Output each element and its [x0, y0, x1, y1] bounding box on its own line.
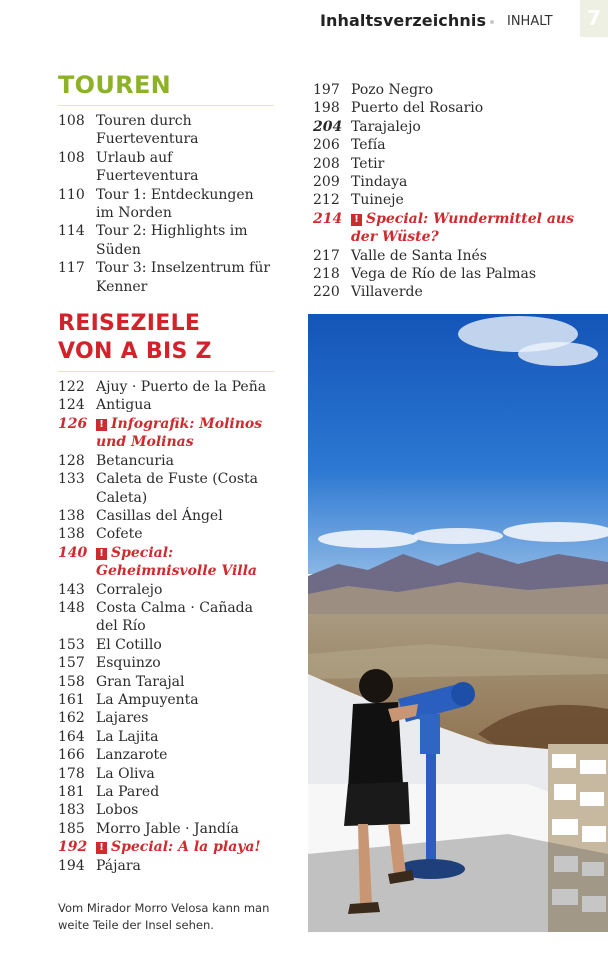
toc-entry-label: Tour 2: Highlights im Süden	[96, 223, 248, 258]
mirador-photo	[308, 314, 608, 932]
page-title: Inhaltsverzeichnis	[320, 11, 487, 30]
toc-page-number: 148	[58, 599, 85, 616]
toc-entry-label	[96, 544, 274, 581]
toc-entry[interactable]	[58, 599, 274, 636]
toc-entry[interactable]	[58, 765, 274, 783]
toc-entry-label: Antigua	[96, 397, 152, 414]
toc-entry[interactable]	[313, 99, 603, 117]
heading-rule	[58, 371, 274, 372]
toc-page-number: 133	[58, 471, 85, 488]
toc-entry[interactable]	[313, 265, 603, 283]
toc-page-number: 114	[58, 223, 85, 240]
toc-page-number: 198	[313, 100, 340, 117]
toc-entry[interactable]	[313, 210, 603, 247]
toc-page-number: 126	[58, 415, 88, 432]
right-column	[313, 81, 603, 302]
photo-caption: Vom Mirador Morro Velosa kann man weite Teile der Insel sehen.	[58, 901, 270, 932]
toc-page-number: 185	[58, 820, 85, 837]
toc-page-number: 217	[313, 247, 340, 264]
toc-page-number: 183	[58, 802, 85, 819]
toc-entry-label: La Ampuyenta	[96, 691, 199, 708]
toc-entry-text: Special: A la playa!	[111, 839, 261, 856]
special-marker-icon: !	[96, 842, 107, 854]
separator-dot	[490, 20, 494, 24]
toc-entry[interactable]	[58, 452, 274, 470]
toc-entry-label: La Lajita	[96, 728, 159, 745]
toc-page-number: 117	[58, 260, 85, 277]
toc-entry-label: Tour 3: Inselzentrum für Kenner	[96, 260, 271, 295]
toc-page-number: 192	[58, 839, 88, 856]
toc-page-number: 153	[58, 636, 85, 653]
toc-entry-text: Infografik: Molinos und Molinas	[96, 415, 263, 451]
toc-entry[interactable]	[58, 857, 274, 875]
reiseziele-list	[58, 378, 274, 875]
toc-entry-label: Tefía	[351, 137, 386, 154]
touren-list	[58, 112, 274, 296]
toc-entry-label: Tarajalejo	[351, 118, 421, 135]
touren-heading: TOUREN	[58, 71, 172, 99]
toc-entry[interactable]	[58, 186, 274, 223]
toc-page-number: 122	[58, 379, 85, 396]
toc-entry-label: Ajuy · Puerto de la Peña	[96, 379, 267, 396]
toc-entry-label: Corralejo	[96, 581, 163, 598]
toc-page-number: 164	[58, 728, 85, 745]
reiseziele-section	[58, 310, 274, 875]
toc-entry-label: Lanzarote	[96, 747, 168, 764]
toc-page-number: 212	[313, 192, 340, 209]
toc-page-number: 178	[58, 765, 85, 782]
special-marker-icon: !	[96, 548, 107, 560]
toc-page-number: 204	[313, 118, 343, 135]
toc-page-number: 214	[313, 210, 343, 227]
toc-entry-label: La Pared	[96, 784, 160, 800]
toc-entry[interactable]	[58, 415, 274, 452]
toc-entry[interactable]	[58, 654, 274, 672]
toc-entry-label	[96, 415, 274, 452]
toc-entry-text: Special: Geheimnisvolle Villa	[96, 544, 257, 580]
toc-entry-label	[351, 210, 603, 247]
toc-entry-label: Lajares	[96, 710, 149, 727]
toc-entry[interactable]	[58, 149, 274, 186]
toc-entry[interactable]	[58, 396, 274, 414]
toc-entry-label: La Oliva	[96, 765, 155, 782]
toc-page-number: 157	[58, 655, 85, 672]
toc-page-number: 124	[58, 397, 85, 414]
toc-entry[interactable]	[313, 191, 603, 209]
page-number: 7	[580, 0, 608, 37]
toc-entry[interactable]	[313, 136, 603, 154]
toc-entry-label: Morro Jable · Jandía	[96, 820, 239, 837]
toc-page-number: 110	[58, 186, 85, 203]
toc-entry[interactable]	[58, 222, 274, 259]
toc-entry-label: Cofete	[96, 526, 143, 543]
section-label: INHALT	[507, 14, 553, 29]
toc-entry-label: El Cotillo	[96, 636, 162, 653]
toc-entry[interactable]	[313, 283, 603, 301]
toc-entry[interactable]	[313, 155, 603, 173]
toc-page-number: 138	[58, 526, 85, 543]
toc-entry-label: Casillas del Ángel	[96, 507, 223, 524]
toc-entry[interactable]	[58, 746, 274, 764]
toc-entry[interactable]	[58, 470, 274, 507]
toc-page-number: 206	[313, 137, 340, 154]
toc-page-number: 138	[58, 507, 85, 524]
toc-entry[interactable]	[58, 801, 274, 819]
toc-entry-label: Pozo Negro	[351, 82, 434, 98]
page-header	[0, 0, 608, 44]
toc-page-number: 140	[58, 544, 88, 561]
toc-page-number: 161	[58, 691, 85, 708]
toc-entry[interactable]	[58, 820, 274, 838]
toc-entry[interactable]	[58, 709, 274, 727]
toc-entry-label: Urlaub auf Fuerteventura	[96, 149, 199, 185]
toc-entry-label: Tindaya	[351, 174, 408, 191]
toc-page-number: 162	[58, 710, 85, 727]
toc-entry-label: Tour 1: Entdeckungen im Norden	[96, 186, 254, 222]
toc-entry-label: Pájara	[96, 857, 141, 874]
toc-entry-label: Lobos	[96, 802, 139, 819]
reiseziele-heading	[58, 310, 274, 366]
toc-page-number: 220	[313, 284, 340, 301]
toc-page-number: 108	[58, 149, 85, 166]
toc-entry-label: Caleta de Fuste (Costa Caleta)	[96, 471, 258, 506]
toc-entry[interactable]	[58, 838, 274, 856]
toc-page-number: 128	[58, 452, 85, 469]
toc-entry-label: Vega de Río de las Palmas	[351, 266, 537, 283]
toc-page-number: 197	[313, 82, 340, 98]
toc-entry[interactable]	[58, 544, 274, 581]
toc-page-number: 209	[313, 174, 340, 191]
toc-page-number: 108	[58, 113, 85, 129]
toc-entry-label: Gran Tarajal	[96, 673, 185, 690]
toc-entry-label: Valle de Santa Inés	[351, 247, 487, 264]
toc-entry[interactable]	[313, 247, 603, 265]
toc-entry[interactable]	[58, 507, 274, 525]
reiseziele-heading-line2: VON A BIS Z	[58, 339, 212, 365]
toc-page-number: 208	[313, 155, 340, 172]
toc-page-number: 218	[313, 266, 340, 283]
toc-entry[interactable]	[58, 673, 274, 691]
toc-entry-label: Costa Calma · Cañada del Río	[96, 599, 253, 635]
reiseziele-heading-line1: REISEZIELE	[58, 311, 201, 337]
toc-entry[interactable]	[58, 728, 274, 746]
toc-entry[interactable]	[58, 525, 274, 543]
toc-page-number: 194	[58, 857, 85, 874]
toc-entry-label	[96, 838, 274, 856]
toc-entry[interactable]	[313, 173, 603, 191]
reiseziele-continued-list	[313, 81, 603, 302]
toc-entry[interactable]	[313, 118, 603, 136]
toc-entry-label: Tuineje	[351, 192, 404, 209]
toc-page-number: 181	[58, 784, 85, 800]
toc-page-number: 158	[58, 673, 85, 690]
toc-entry-label: Betancuria	[96, 452, 174, 469]
toc-entry-text: Special: Wundermittel aus der Wüste?	[351, 210, 574, 246]
left-column	[58, 70, 274, 875]
special-marker-icon: !	[351, 214, 362, 226]
toc-entry[interactable]	[313, 81, 603, 99]
heading-rule	[58, 105, 274, 106]
special-marker-icon: !	[96, 419, 107, 431]
toc-entry[interactable]	[58, 378, 274, 396]
toc-entry-label: Villaverde	[351, 284, 423, 301]
toc-entry[interactable]	[58, 259, 274, 296]
toc-entry-label: Puerto del Rosario	[351, 100, 484, 117]
toc-entry[interactable]	[58, 112, 274, 149]
toc-entry[interactable]	[58, 691, 274, 709]
toc-entry[interactable]	[58, 636, 274, 654]
toc-page-number: 143	[58, 581, 85, 598]
toc-page-number: 166	[58, 747, 85, 764]
toc-entry-label: Touren durch Fuerteventura	[96, 113, 199, 148]
toc-entry-label: Tetir	[351, 155, 385, 172]
toc-entry[interactable]	[58, 783, 274, 801]
toc-entry-label: Esquinzo	[96, 655, 161, 672]
toc-entry[interactable]	[58, 581, 274, 599]
